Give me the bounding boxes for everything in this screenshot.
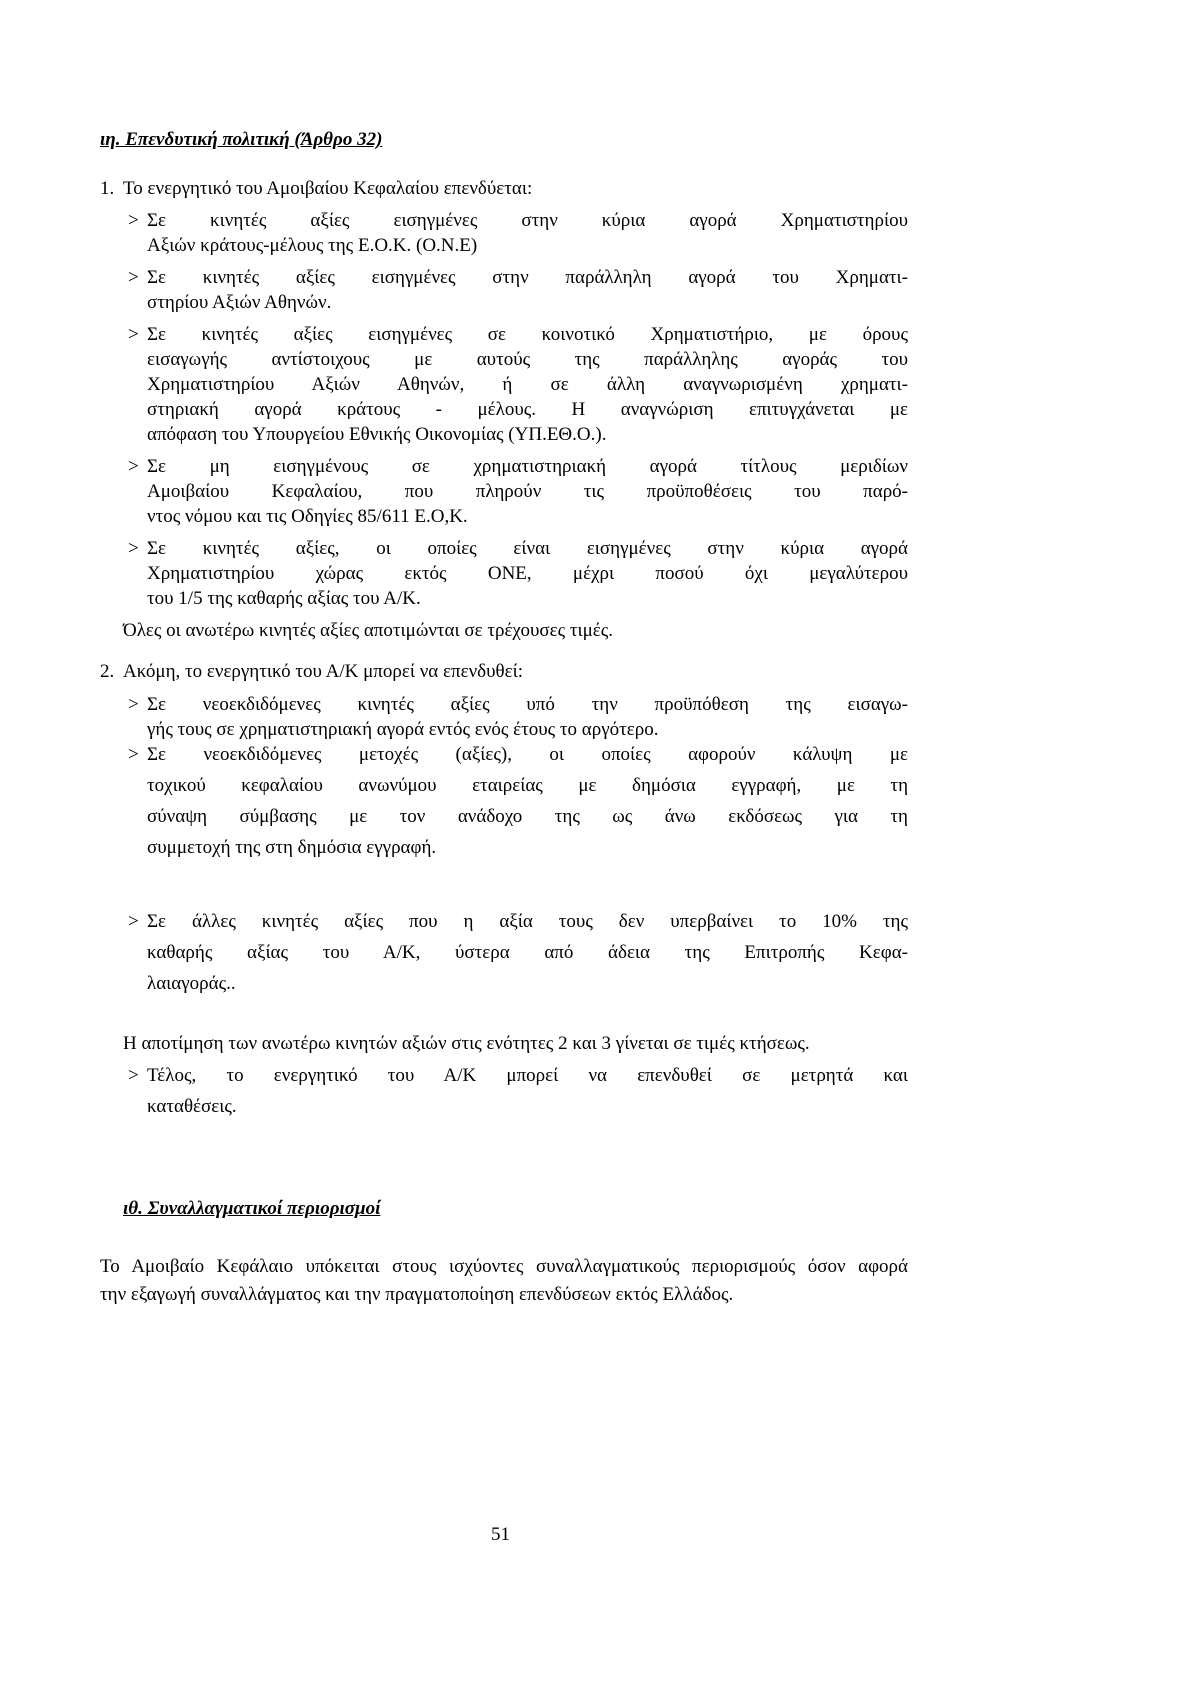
- s3-bullet-1-line-1: Σε άλλες κινητές αξίες που η αξία τους δεν υπερβαίνει το 10% της: [147, 911, 908, 932]
- section-2-number: 2.: [100, 661, 115, 682]
- s1-bullet-1-line-1: Σε κινητές αξίες εισηγμένες στην κύρια αγορά Χρηματιστηρίου: [147, 210, 908, 231]
- s3-bullet-2-line-1: Τέλος, το ενεργητικό του Α/Κ μπορεί να επενδυθεί σε μετρητά και: [147, 1065, 908, 1086]
- s3-bullet-1-line-3: λαιαγοράς..: [147, 973, 236, 994]
- bullet-marker: >: [128, 456, 139, 477]
- s2-bullet-1-line-1: Σε νεοεκδιδόμενες κινητές αξίες υπό την προϋπόθεση της εισαγω-: [147, 694, 908, 715]
- s1-bullet-5-line-2: Χρηματιστηρίου χώρας εκτός ΟΝΕ, μέχρι ποσού όχι μεγαλύτερου: [147, 563, 908, 584]
- s1-bullet-5-line-3: του 1/5 της καθαρής αξίας του Α/Κ.: [147, 588, 421, 609]
- section-2-intro: Ακόμη, το ενεργητικό του Α/Κ μπορεί να επενδυθεί:: [123, 661, 523, 682]
- s1-bullet-3-line-1: Σε κινητές αξίες εισηγμένες σε κοινοτικό Χρηματιστήριο, με όρους: [147, 324, 908, 345]
- bullet-marker: >: [128, 694, 139, 715]
- s1-bullet-5-line-1: Σε κινητές αξίες, οι οποίες είναι εισηγμένες στην κύρια αγορά: [147, 538, 908, 559]
- bullet-marker: >: [128, 1065, 139, 1086]
- s3-bullet-2-line-2: καταθέσεις.: [147, 1096, 237, 1117]
- s1-bullet-3-line-3: Χρηματιστηρίου Αξιών Αθηνών, ή σε άλλη αναγνωρισμένη χρηματι-: [147, 374, 908, 395]
- fx-paragraph-line-2: την εξαγωγή συναλλάγματος και την πραγματοποίηση επενδύσεων εκτός Ελλάδος.: [100, 1284, 734, 1305]
- s1-bullet-4-line-1: Σε μη εισηγμένους σε χρηματιστηριακή αγορά τίτλους μεριδίων: [147, 456, 908, 477]
- s1-bullet-4-line-3: ντος νόμου και τις Οδηγίες 85/611 Ε.Ο,Κ.: [147, 506, 468, 527]
- s2-bullet-2-line-3: σύναψη σύμβασης με τον ανάδοχο της ως άνω εκδόσεως για τη: [147, 806, 908, 827]
- s2-bullet-2-line-2: τοχικού κεφαλαίου ανωνύμου εταιρείας με δημόσια εγγραφή, με τη: [147, 775, 908, 796]
- s1-bullet-4-line-2: Αμοιβαίου Κεφαλαίου, που πληρούν τις προϋποθέσεις του παρό-: [147, 481, 908, 502]
- section-1-number: 1.: [100, 178, 115, 199]
- section-1-closing: Όλες οι ανωτέρω κινητές αξίες αποτιμώνται σε τρέχουσες τιμές.: [123, 620, 614, 641]
- s1-bullet-3-line-5: απόφαση του Υπουργείου Εθνικής Οικονομίας (ΥΠ.ΕΘ.Ο.).: [147, 424, 607, 445]
- bullet-marker: >: [128, 538, 139, 559]
- s2-bullet-2-line-1: Σε νεοεκδιδόμενες μετοχές (αξίες), οι οποίες αφορούν κάλυψη με: [147, 744, 908, 765]
- fx-paragraph-line-1: Το Αμοιβαίο Κεφάλαιο υπόκειται στους ισχύοντες συναλλαγματικούς περιορισμούς όσον αφορά: [100, 1256, 908, 1277]
- bullet-marker: >: [128, 911, 139, 932]
- page-number: 51: [491, 1524, 510, 1545]
- section-heading-investment-policy: ιη. Επενδυτική πολιτική (Άρθρο 32): [100, 129, 383, 150]
- valuation-note: Η αποτίμηση των ανωτέρω κινητών αξιών στις ενότητες 2 και 3 γίνεται σε τιμές κτήσεως.: [123, 1033, 810, 1054]
- bullet-marker: >: [128, 324, 139, 345]
- section-1-intro: Το ενεργητικό του Αμοιβαίου Κεφαλαίου επενδύεται:: [123, 178, 533, 199]
- bullet-marker: >: [128, 744, 139, 765]
- s2-bullet-1-line-2: γής τους σε χρηματιστηριακή αγορά εντός ενός έτους το αργότερο.: [147, 719, 659, 740]
- bullet-marker: >: [128, 267, 139, 288]
- section-heading-fx-restrictions: ιθ. Συναλλαγματικοί περιορισμοί: [123, 1198, 381, 1219]
- s2-bullet-2-line-4: συμμετοχή της στη δημόσια εγγραφή.: [147, 837, 437, 858]
- s1-bullet-3-line-4: στηριακή αγορά κράτους - μέλους. Η αναγνώριση επιτυγχάνεται με: [147, 399, 908, 420]
- s1-bullet-2-line-1: Σε κινητές αξίες εισηγμένες στην παράλληλη αγορά του Χρηματι-: [147, 267, 908, 288]
- bullet-marker: >: [128, 210, 139, 231]
- s1-bullet-3-line-2: εισαγωγής αντίστοιχους με αυτούς της παράλληλης αγοράς του: [147, 349, 908, 370]
- s1-bullet-2-line-2: στηρίου Αξιών Αθηνών.: [147, 292, 332, 313]
- s1-bullet-1-line-2: Αξιών κράτους-μέλους της Ε.Ο.Κ. (Ο.Ν.Ε): [147, 235, 478, 256]
- s3-bullet-1-line-2: καθαρής αξίας του Α/Κ, ύστερα από άδεια της Επιτροπής Κεφα-: [147, 942, 908, 963]
